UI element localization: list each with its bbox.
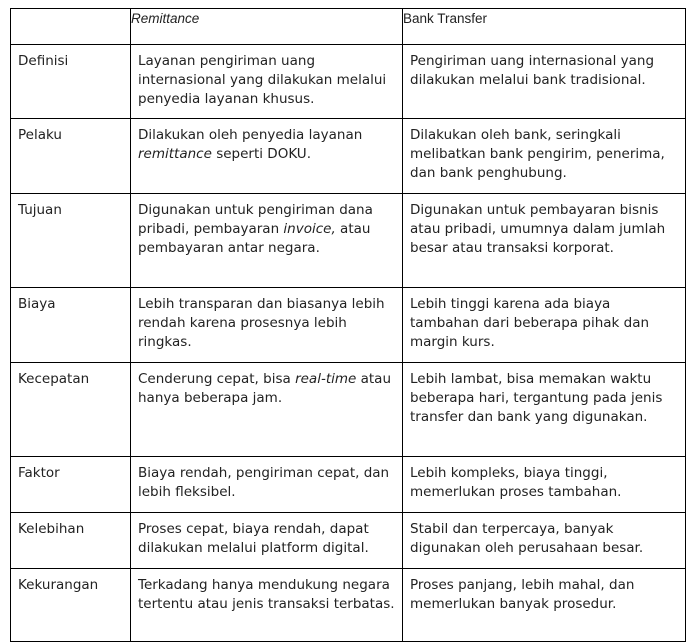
italic-term: real-time [295,371,357,387]
remittance-cell [131,457,403,513]
row-label: Kecepatan [18,371,90,387]
row-label: Biaya [18,296,56,312]
row-label: Tujuan [18,202,62,218]
bank-transfer-cell [403,288,686,363]
bank-transfer-text: Lebih kompleks, biaya tinggi, memerlukan proses tambahan. [410,465,622,500]
text-segment: seperti DOKU. [211,146,311,162]
italic-term: remittance [138,146,212,162]
row-label: Faktor [18,465,60,481]
remittance-text: Proses cepat, biaya rendah, dapat dilakukan melalui platform digital. [138,521,369,556]
bank-transfer-text: Lebih tinggi karena ada biaya tambahan dari beberapa pihak dan margin kurs. [410,296,650,350]
text-segment: Digunakan untuk pengiriman dana pribadi, pembayaran [138,202,373,237]
bank-transfer-cell [403,45,686,119]
table-row-pelaku [11,119,686,194]
row-label-cell [11,457,131,513]
remittance-cell [131,194,403,288]
row-label-cell [11,45,131,119]
remittance-cell [131,45,403,119]
header-blank-cell [11,9,131,45]
row-label: Kelebihan [18,521,85,537]
bank-transfer-text: Lebih lambat, bisa memakan waktu beberapa hari, tergantung pada jenis transfer dan bank yang digunakan. [410,371,663,425]
remittance-cell [131,119,403,194]
italic-term: invoice, [283,221,336,237]
row-label-cell [11,194,131,288]
table-row-tujuan [11,194,686,288]
remittance-cell [131,363,403,457]
bank-transfer-cell [403,513,686,569]
bank-transfer-text: Digunakan untuk pembayaran bisnis atau pribadi, umumnya dalam jumlah besar atau transaksi korporat. [410,202,666,256]
remittance-text: Biaya rendah, pengiriman cepat, dan lebih fleksibel. [138,465,390,500]
row-label: Pelaku [18,127,62,143]
row-label-cell [11,119,131,194]
table-row-definisi [11,45,686,119]
row-label-cell [11,513,131,569]
bank-transfer-text: Dilakukan oleh bank, seringkali melibatkan bank pengirim, penerima, dan bank penghubung. [410,127,665,181]
comparison-table [10,8,686,642]
table-row-faktor [11,457,686,513]
bank-transfer-cell [403,363,686,457]
remittance-cell [131,288,403,363]
bank-transfer-text: Proses panjang, lebih mahal, dan memerlukan banyak prosedur. [410,577,635,612]
row-label: Kekurangan [18,577,99,593]
text-segment: Dilakukan oleh penyedia layanan [138,127,363,143]
row-label: Definisi [18,53,69,69]
table-row-kecepatan [11,363,686,457]
remittance-text [131,194,402,264]
bank-transfer-text: Stabil dan terpercaya, banyak digunakan oleh perusahaan besar. [410,521,644,556]
bank-transfer-cell [403,194,686,288]
remittance-text: Layanan pengiriman uang internasional yang dilakukan melalui penyedia layanan khusus. [138,53,387,107]
header-remittance: Remittance [131,9,403,45]
row-label-cell [11,363,131,457]
remittance-cell [131,569,403,642]
row-label-cell [11,569,131,642]
bank-transfer-text: Pengiriman uang internasional yang dilakukan melalui bank tradisional. [410,53,655,88]
header-row [11,9,686,45]
bank-transfer-cell [403,569,686,642]
text-segment: atau hanya beberapa jam. [138,371,392,406]
table-row-kekurangan [11,569,686,642]
remittance-text: Lebih transparan dan biasanya lebih rendah karena prosesnya lebih ringkas. [138,296,385,350]
row-label-cell [11,288,131,363]
remittance-text: Terkadang hanya mendukung negara tertentu atau jenis transaksi terbatas. [138,577,395,612]
text-segment: Cenderung cepat, bisa [138,371,296,387]
text-segment: atau pembayaran antar negara. [138,221,371,256]
remittance-text [131,363,402,414]
table-row-kelebihan [11,513,686,569]
bank-transfer-cell [403,119,686,194]
remittance-text [131,119,402,170]
bank-transfer-cell [403,457,686,513]
table-row-biaya [11,288,686,363]
remittance-cell [131,513,403,569]
header-bank-transfer: Bank Transfer [403,9,686,45]
